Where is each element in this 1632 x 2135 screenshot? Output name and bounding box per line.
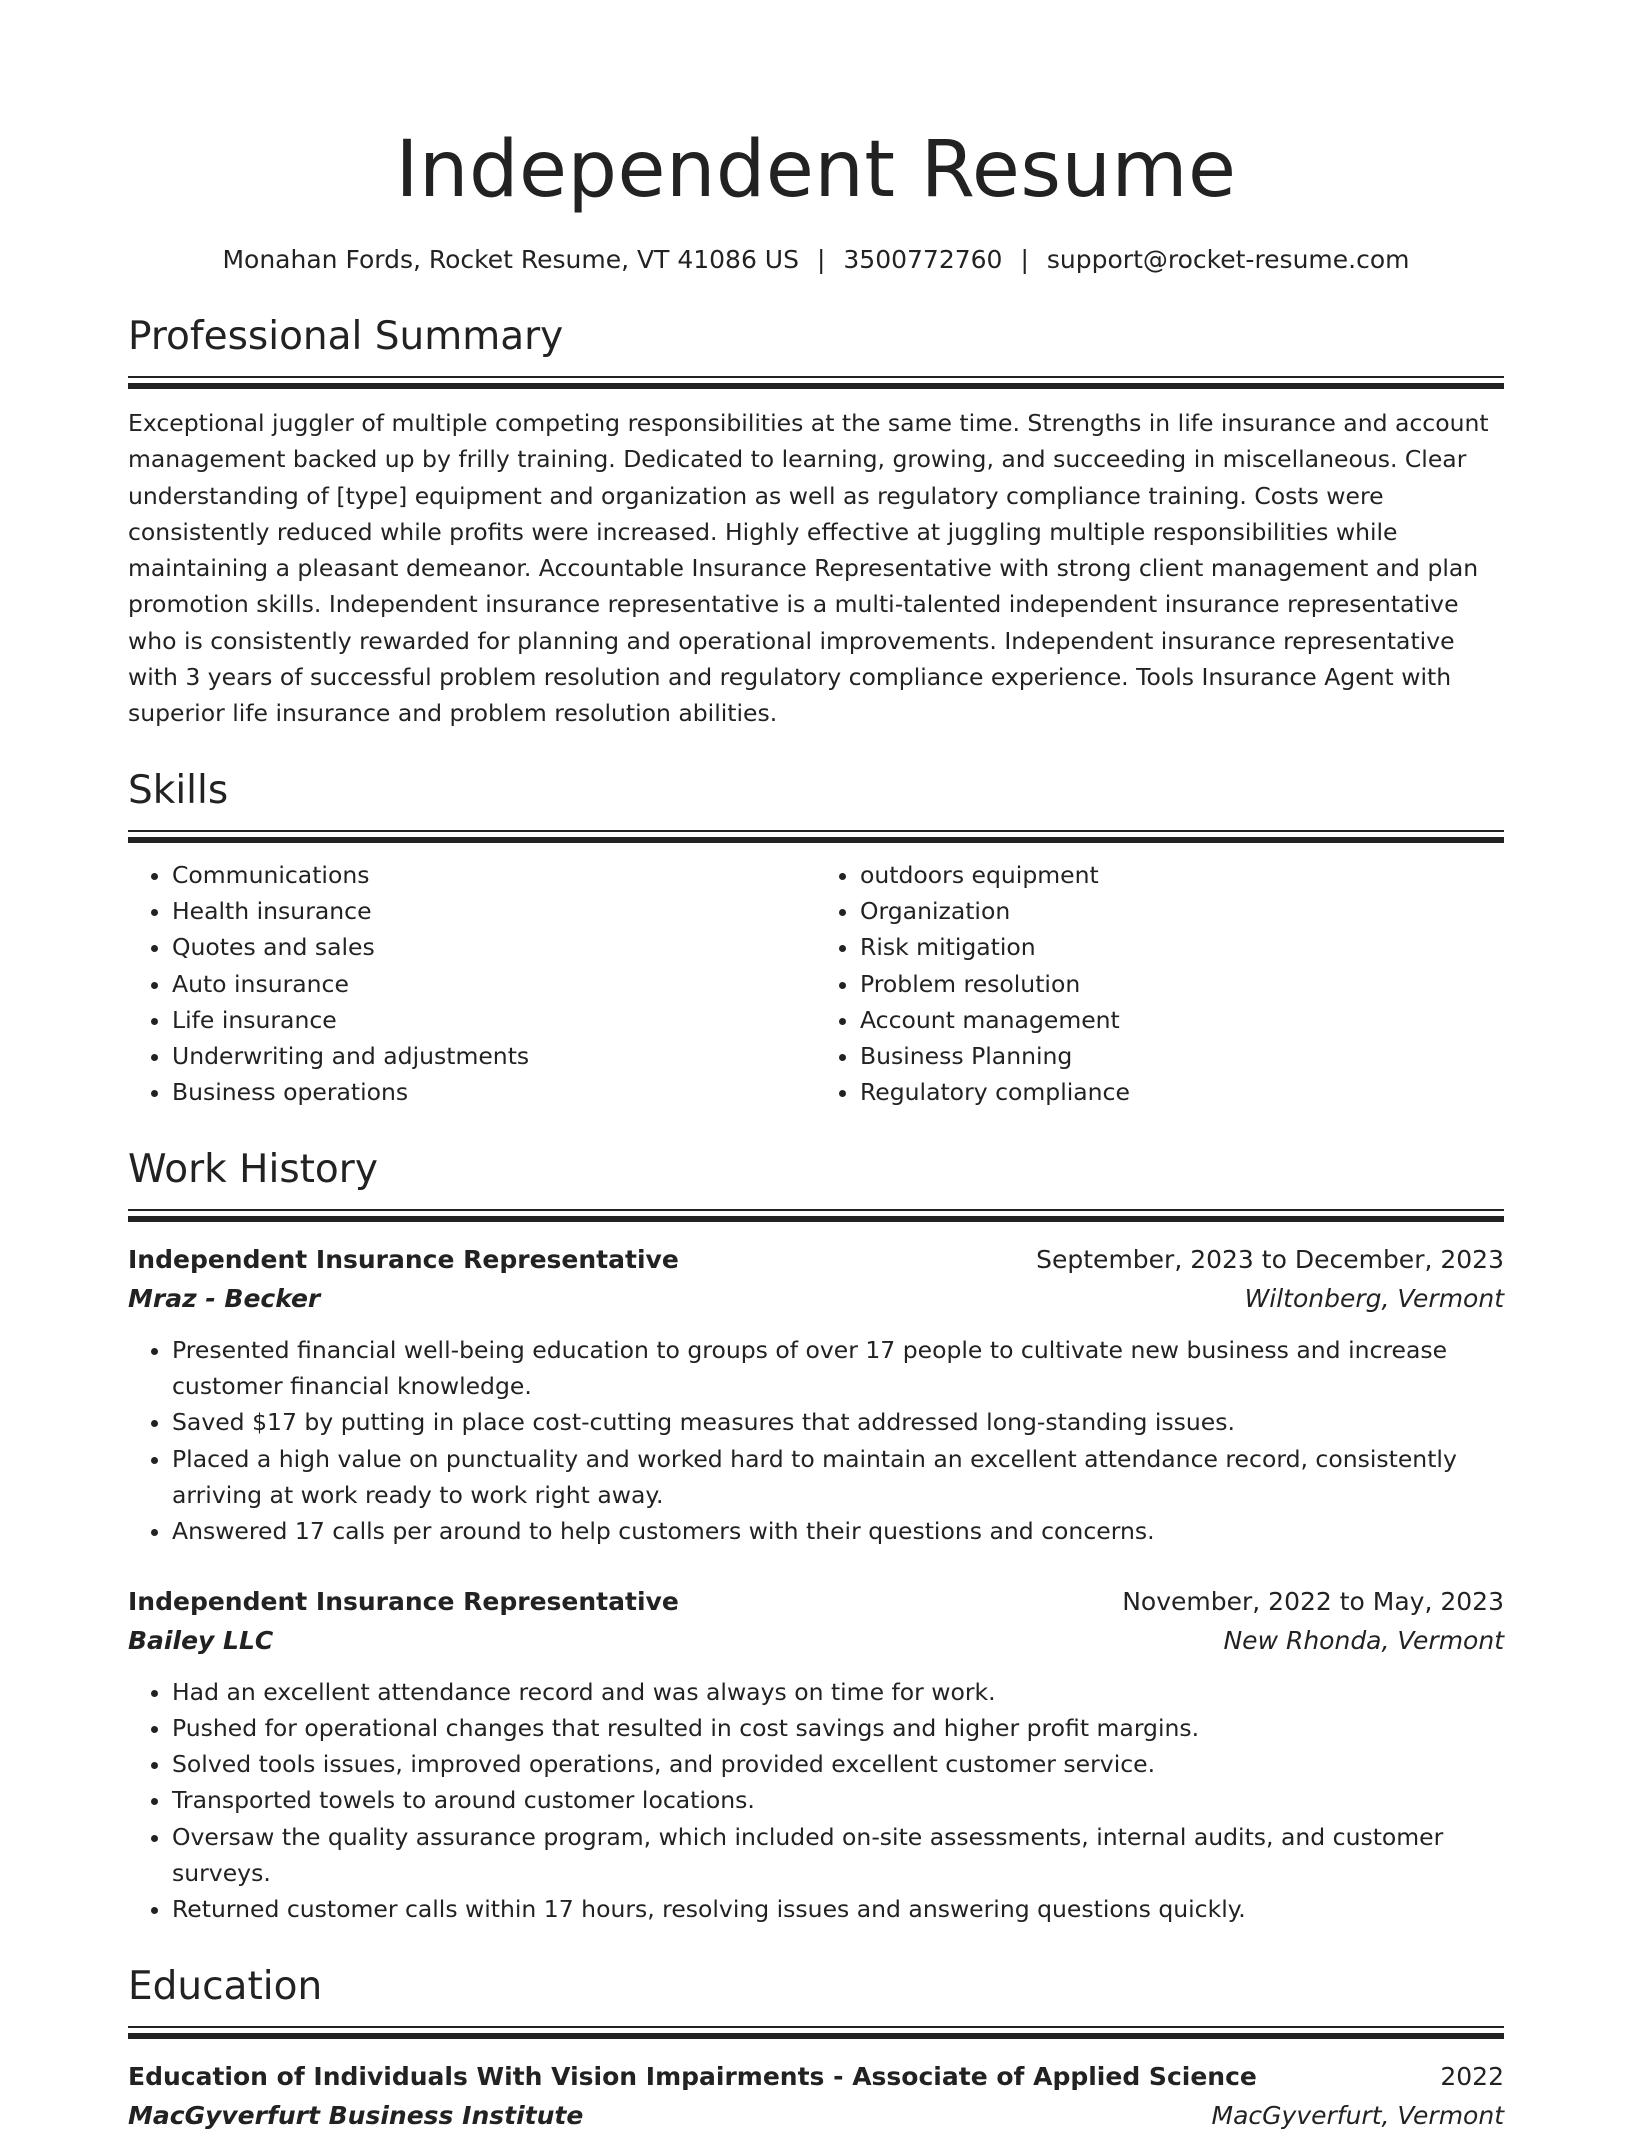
job-dates: November, 2022 to May, 2023 <box>1122 1586 1504 1616</box>
job-bullet: • Returned customer calls within 17 hours, resolving issues and answering questions quickly. <box>172 1891 1504 1927</box>
job-bullet: • Pushed for operational changes that resulted in cost savings and higher profit margins. <box>172 1710 1504 1746</box>
job-title: Independent Insurance Representative <box>128 1244 679 1274</box>
summary-section <box>128 312 1504 732</box>
skill-item: • Underwriting and adjustments <box>172 1038 816 1074</box>
skills-columns <box>128 857 1504 1111</box>
job-title: Independent Insurance Representative <box>128 1586 679 1616</box>
job-bullet: • Answered 17 calls per around to help customers with their questions and concerns. <box>172 1513 1504 1549</box>
job-location: New Rhonda, Vermont <box>1223 1625 1504 1655</box>
skill-item: • Risk mitigation <box>860 929 1504 965</box>
skills-list-right <box>816 857 1504 1111</box>
job-bullet: • Had an excellent attendance record and was always on time for work. <box>172 1674 1504 1710</box>
section-divider <box>128 830 1504 843</box>
resume-name: Independent Resume <box>395 125 1237 215</box>
education-location: MacGyverfurt, Vermont <box>1211 2100 1504 2130</box>
skill-item: • Communications <box>172 857 816 893</box>
job-company-row <box>128 1280 1504 1318</box>
job-dates: September, 2023 to December, 2023 <box>1036 1244 1504 1274</box>
skills-list-left <box>128 857 816 1111</box>
education-entry <box>128 2057 1504 2135</box>
skill-item: • Auto insurance <box>172 966 816 1002</box>
skill-item: • Organization <box>860 893 1504 929</box>
section-title-skills: Skills <box>128 767 229 813</box>
education-header-row <box>128 2057 1504 2097</box>
education-year: 2022 <box>1440 2061 1504 2091</box>
job-bullet: • Oversaw the quality assurance program, which included on-site assessments, internal audits, and customer surveys. <box>172 1819 1504 1892</box>
contact-address: Monahan Fords, Rocket Resume, VT 41086 US <box>222 245 799 274</box>
job-bullet: • Transported towels to around customer locations. <box>172 1782 1504 1818</box>
education-school: MacGyverfurt Business Institute <box>128 2100 584 2130</box>
contact-separator: | <box>1020 245 1029 274</box>
job-location: Wiltonberg, Vermont <box>1244 1283 1504 1313</box>
skill-item: • Life insurance <box>172 1002 816 1038</box>
job-bullet: • Solved tools issues, improved operations, and provided excellent customer service. <box>172 1746 1504 1782</box>
skill-item: • Regulatory compliance <box>860 1074 1504 1110</box>
section-title-summary: Professional Summary <box>128 314 564 359</box>
job-company: Mraz - Becker <box>128 1283 321 1313</box>
job-company: Bailey LLC <box>128 1625 274 1655</box>
skill-item: • Problem resolution <box>860 966 1504 1002</box>
skill-item: • Quotes and sales <box>172 929 816 965</box>
skill-item: • outdoors equipment <box>860 857 1504 893</box>
education-section <box>128 1962 1504 2135</box>
section-title-work-history: Work History <box>128 1146 378 1192</box>
section-title-education: Education <box>128 1963 323 2009</box>
contact-phone: 3500772760 <box>843 245 1003 274</box>
contact-line <box>128 242 1504 278</box>
skills-section <box>128 766 1504 1111</box>
summary-text: Exceptional juggler of multiple competing responsibilities at the same time. Strengths in life insurance and account management backed up by frilly training. Dedicated to learning, growing, and succeeding in miscellaneous. Clear understanding of [type] equipment and organization as well as regulatory compliance training. Costs were consistently reduced while profits were increased. Highly effective at juggling multiple responsibilities while maintaining a pleasant demeanor. Accountable Insurance Representative with strong client management and plan promotion skills. Independent insurance representative is a multi-talented independent insurance representative who is consistently rewarded for planning and operational improvements. Independent insurance representative with 3 years of successful problem resolution and regulatory compliance experience. Tools Insurance Agent with superior life insurance and problem resolution abilities. <box>128 409 1489 728</box>
section-divider <box>128 376 1504 389</box>
job-bullet: • Saved $17 by putting in place cost-cutting measures that addressed long-standing issues. <box>172 1404 1504 1440</box>
job-bullet: • Placed a high value on punctuality and worked hard to maintain an excellent attendance record, consistently arriving at work ready to work right away. <box>172 1441 1504 1514</box>
skill-item: • Business operations <box>172 1074 816 1110</box>
job-header-row <box>128 1240 1504 1280</box>
job-company-row <box>128 1622 1504 1660</box>
job-entry <box>128 1240 1504 1550</box>
job-bullet: • Presented financial well-being education to groups of over 17 people to cultivate new business and increase customer financial knowledge. <box>172 1332 1504 1405</box>
job-bullets <box>128 1674 1504 1928</box>
education-degree: Education of Individuals With Vision Impairments - Associate of Applied Science <box>128 2061 1257 2091</box>
job-entry <box>128 1582 1504 1928</box>
skill-item: • Health insurance <box>172 893 816 929</box>
section-divider <box>128 1209 1504 1222</box>
work-history-section <box>128 1145 1504 1928</box>
education-school-row <box>128 2097 1504 2135</box>
contact-email: support@rocket-resume.com <box>1046 245 1410 274</box>
job-bullets <box>128 1332 1504 1550</box>
skill-item: • Account management <box>860 1002 1504 1038</box>
job-header-row <box>128 1582 1504 1622</box>
contact-separator: | <box>816 245 826 274</box>
skill-item: • Business Planning <box>860 1038 1504 1074</box>
section-divider <box>128 2026 1504 2039</box>
